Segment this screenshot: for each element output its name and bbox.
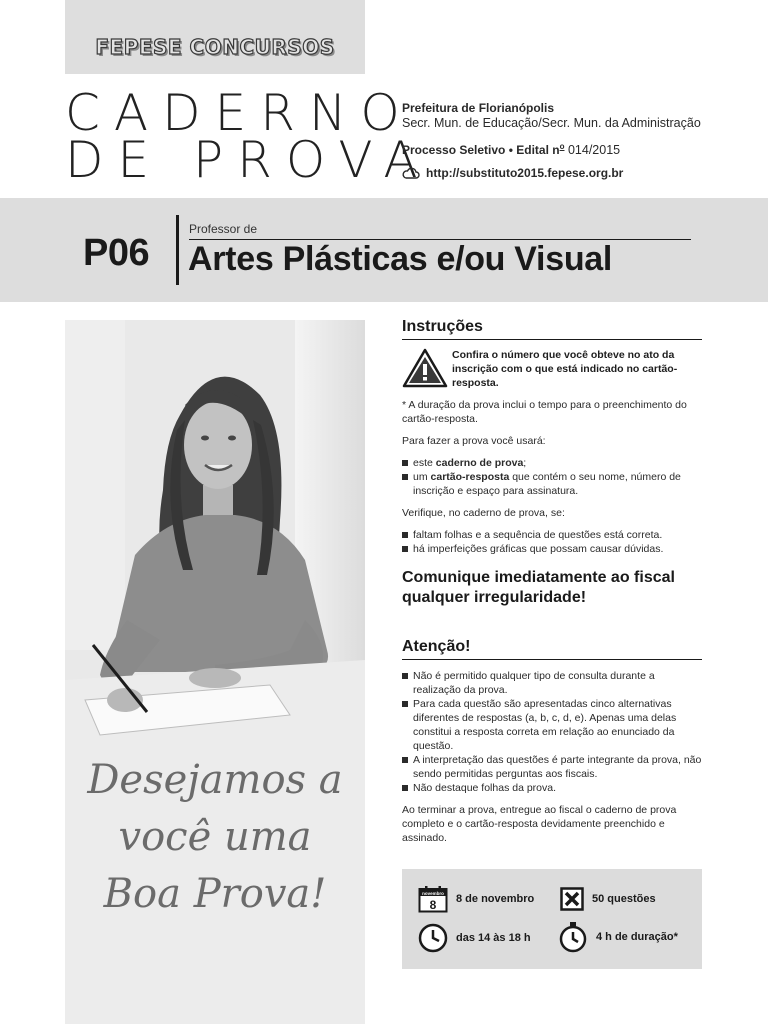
exam-time bbox=[418, 923, 531, 953]
exam-info-box bbox=[402, 869, 702, 969]
closing-text: Ao terminar a prova, entregue ao fiscal o caderno de prova completo e o cartão-resposta devidamente preenchido e assinado. bbox=[402, 804, 677, 844]
website-row[interactable] bbox=[402, 166, 623, 180]
logo-banner bbox=[65, 0, 365, 74]
exam-code: P06 bbox=[83, 232, 150, 274]
attention-rule bbox=[402, 659, 702, 660]
duration-text: 4 h de duração* bbox=[596, 931, 678, 943]
attention-section bbox=[402, 638, 702, 845]
list-item: A interpretação das questões é parte integrante da prova, não sendo permitidas perguntas aos fiscais. bbox=[402, 753, 702, 781]
divider-vertical bbox=[176, 215, 179, 285]
instructions-rule bbox=[402, 339, 702, 340]
use-intro: Para fazer a prova você usará: bbox=[402, 435, 546, 447]
organization-info bbox=[402, 101, 742, 131]
list-item: Para cada questão são apresentadas cinco alternativas diferentes de respostas (a, b, c, d, e). Apenas uma delas constitui a resposta correta em relação ao enunciado da questão. bbox=[402, 697, 702, 753]
list-item: há imperfeições gráficas que possam causar dúvidas. bbox=[402, 542, 702, 556]
warning-block bbox=[402, 348, 702, 390]
processo-number: 014/2015 bbox=[564, 143, 621, 157]
list-item: um cartão-resposta que contém o seu nome, número de inscrição e espaço para assinatura. bbox=[402, 470, 702, 498]
title-line-2: DE PROVA bbox=[65, 131, 432, 189]
wish-line-2: você uma bbox=[118, 814, 312, 860]
time-text: das 14 às 18 h bbox=[456, 932, 531, 944]
warning-icon bbox=[402, 348, 448, 388]
fepese-logo: FEPESE CONCURSOS bbox=[95, 35, 335, 59]
cloud-icon bbox=[402, 167, 420, 179]
title-line-1: CADERNO bbox=[65, 84, 414, 142]
date-text: 8 de novembro bbox=[456, 893, 535, 905]
organization-department: Secr. Mun. de Educação/Secr. Mun. da Administração bbox=[402, 116, 701, 130]
calendar-icon bbox=[418, 885, 448, 913]
exam-date bbox=[418, 885, 534, 913]
attention-heading: Atenção! bbox=[402, 638, 471, 655]
calendar-day: 8 bbox=[429, 898, 437, 912]
list-item: este caderno de prova; bbox=[402, 456, 702, 470]
wish-line-3: Boa Prova! bbox=[103, 871, 327, 917]
duration-note: * A duração da prova inclui o tempo para o preenchimento do cartão-resposta. bbox=[402, 399, 687, 425]
warning-text: Confira o número que você obteve no ato da inscrição com o que está indicado no cartão-resposta. bbox=[452, 349, 678, 389]
list-item: faltam folhas e a sequência de questões está correta. bbox=[402, 528, 702, 542]
exam-subject: Artes Plásticas e/ou Visual bbox=[188, 240, 613, 278]
use-list bbox=[402, 456, 702, 498]
wish-line-1: Desejamos a bbox=[87, 757, 343, 803]
processo-sup: o bbox=[559, 142, 565, 151]
instructions-heading: Instruções bbox=[402, 318, 483, 335]
website-link[interactable]: http://substituto2015.fepese.org.br bbox=[426, 166, 624, 180]
instructions-section bbox=[402, 318, 702, 608]
stopwatch-icon bbox=[558, 921, 588, 953]
good-luck-message bbox=[65, 752, 365, 923]
attention-list bbox=[402, 669, 702, 795]
list-item: Não destaque folhas da prova. bbox=[402, 781, 702, 795]
clock-icon bbox=[418, 923, 448, 953]
questions-text: 50 questões bbox=[592, 893, 656, 905]
role-label: Professor de bbox=[189, 222, 258, 236]
organization-name: Prefeitura de Florianópolis bbox=[402, 101, 555, 115]
question-count bbox=[560, 887, 656, 911]
processo-label: Processo Seletivo • Edital n bbox=[402, 143, 560, 157]
check-list bbox=[402, 528, 702, 556]
check-intro: Verifique, no caderno de prova, se: bbox=[402, 507, 565, 519]
communicate-message: Comunique imediatamente ao fiscal qualquer irregularidade! bbox=[402, 569, 675, 606]
processo-seletivo bbox=[402, 142, 620, 157]
exam-duration bbox=[558, 921, 678, 953]
checkbox-x-icon bbox=[560, 887, 584, 911]
document-title bbox=[65, 84, 432, 189]
list-item: Não é permitido qualquer tipo de consulta durante a realização da prova. bbox=[402, 669, 702, 697]
calendar-month: novembro bbox=[422, 891, 444, 896]
